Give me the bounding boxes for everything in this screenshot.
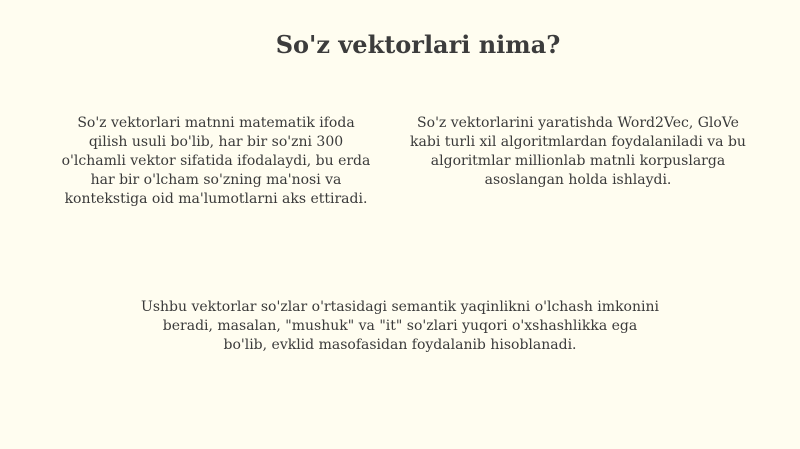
- paragraph-similarity: Ushbu vektorlar so'zlar o'rtasidagi semantik yaqinlikni o'lchash imkonini beradi, masalan, "mushuk" va "it" so'zlari yuqori o'xshashlikka ega bo'lib, evklid masofasidan foydalanib hisoblanadi.: [141, 299, 659, 353]
- paragraph-definition: So'z vektorlari matnni matematik ifoda qilish usuli bo'lib, har bir so'zni 300 o'lchamli vektor sifatida ifodalaydi, bu erda har bir o'lcham so'zning ma'nosi va kontekstiga oid ma'lumotlarni aks ettiradi.: [61, 115, 371, 207]
- slide-title: So'z vektorlari nima?: [275, 30, 561, 59]
- paragraph-algorithms: So'z vektorlarini yaratishda Word2Vec, GloVe kabi turli xil algoritmlardan foydalaniladi va bu algoritmlar millionlab matnli korpuslarga asoslangan holda ishlaydi.: [410, 115, 746, 188]
